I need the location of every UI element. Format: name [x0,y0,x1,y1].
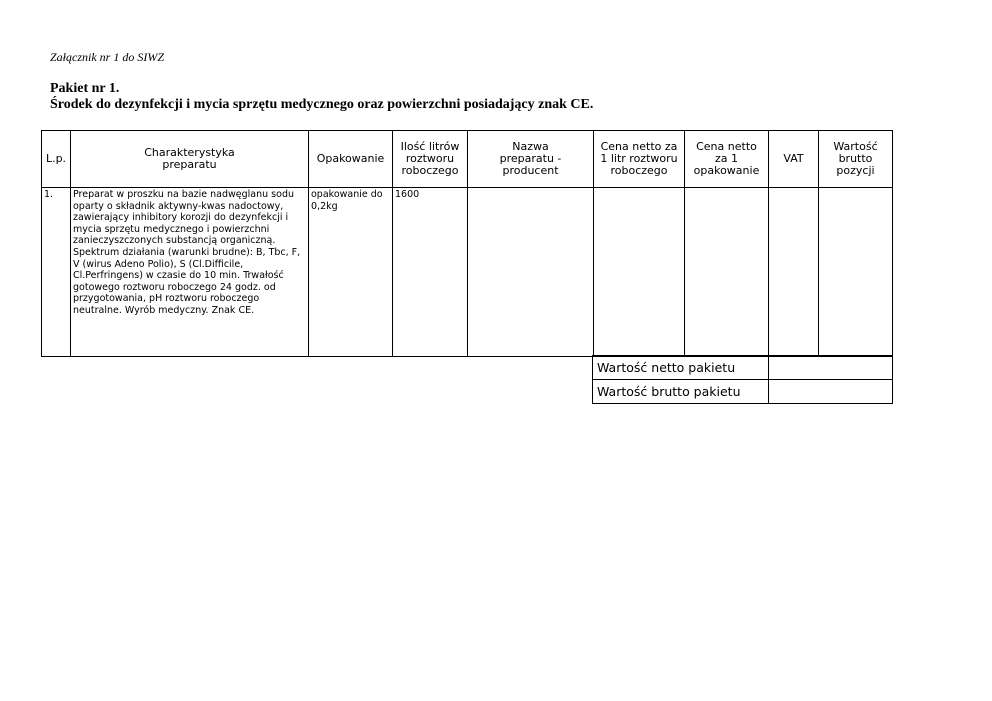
column-header-description: Charakterystyka preparatu [71,131,309,188]
cell-price-per-package[interactable] [685,188,769,357]
column-header-packaging: Opakowanie [309,131,393,188]
cell-gross-value[interactable] [819,188,893,357]
cell-liters: 1600 [393,188,468,357]
net-value-label: Wartość netto pakietu [593,356,769,380]
cell-description: Preparat w proszku na bazie nadwęglanu sodu oparty o składnik aktywny-kwas nadoctowy, zawierający inhibitory korozji do dezynfekcji i mycia sprzętu medycznego i powierzchni zanieczyszczonych substancją organiczną. Spektrum działania (warunki brudne): B, Tbc, F, V (wirus Adeno Polio), S (Cl.Difficile, Cl.Perfringens) w czasie do 10 min. Trwałość gotowego roztworu roboczego 24 godz. od przygotowania, pH roztworu roboczego neutralne. Wyrób medyczny. Znak CE. [71,188,309,357]
package-subtitle: Środek do dezynfekcji i mycia sprzętu medycznego oraz powierzchni posiadający znak CE. [50,97,594,112]
summary-table [592,355,893,404]
cell-packaging: opakowanie do 0,2kg [309,188,393,357]
cell-product-name[interactable] [468,188,594,357]
column-header-price-per-package: Cena netto za 1 opakowanie [685,131,769,188]
gross-value-cell[interactable] [769,380,893,404]
summary-net-row [593,356,893,380]
column-header-liters: Ilość litrów roztworu roboczego [393,131,468,188]
column-header-vat: VAT [769,131,819,188]
offer-table [41,130,893,357]
net-value-cell[interactable] [769,356,893,380]
summary-gross-row [593,380,893,404]
cell-lp: 1. [42,188,71,357]
column-header-product-name: Nazwa preparatu - producent [468,131,594,188]
annex-label: Załącznik nr 1 do SIWZ [50,50,164,64]
cell-price-per-liter[interactable] [594,188,685,357]
table-row [42,188,893,357]
cell-vat[interactable] [769,188,819,357]
column-header-lp: L.p. [42,131,71,188]
column-header-gross-value: Wartość brutto pozycji [819,131,893,188]
table-header-row [42,131,893,188]
package-title: Pakiet nr 1. [50,81,120,96]
gross-value-label: Wartość brutto pakietu [593,380,769,404]
column-header-price-per-liter: Cena netto za 1 litr roztworu roboczego [594,131,685,188]
